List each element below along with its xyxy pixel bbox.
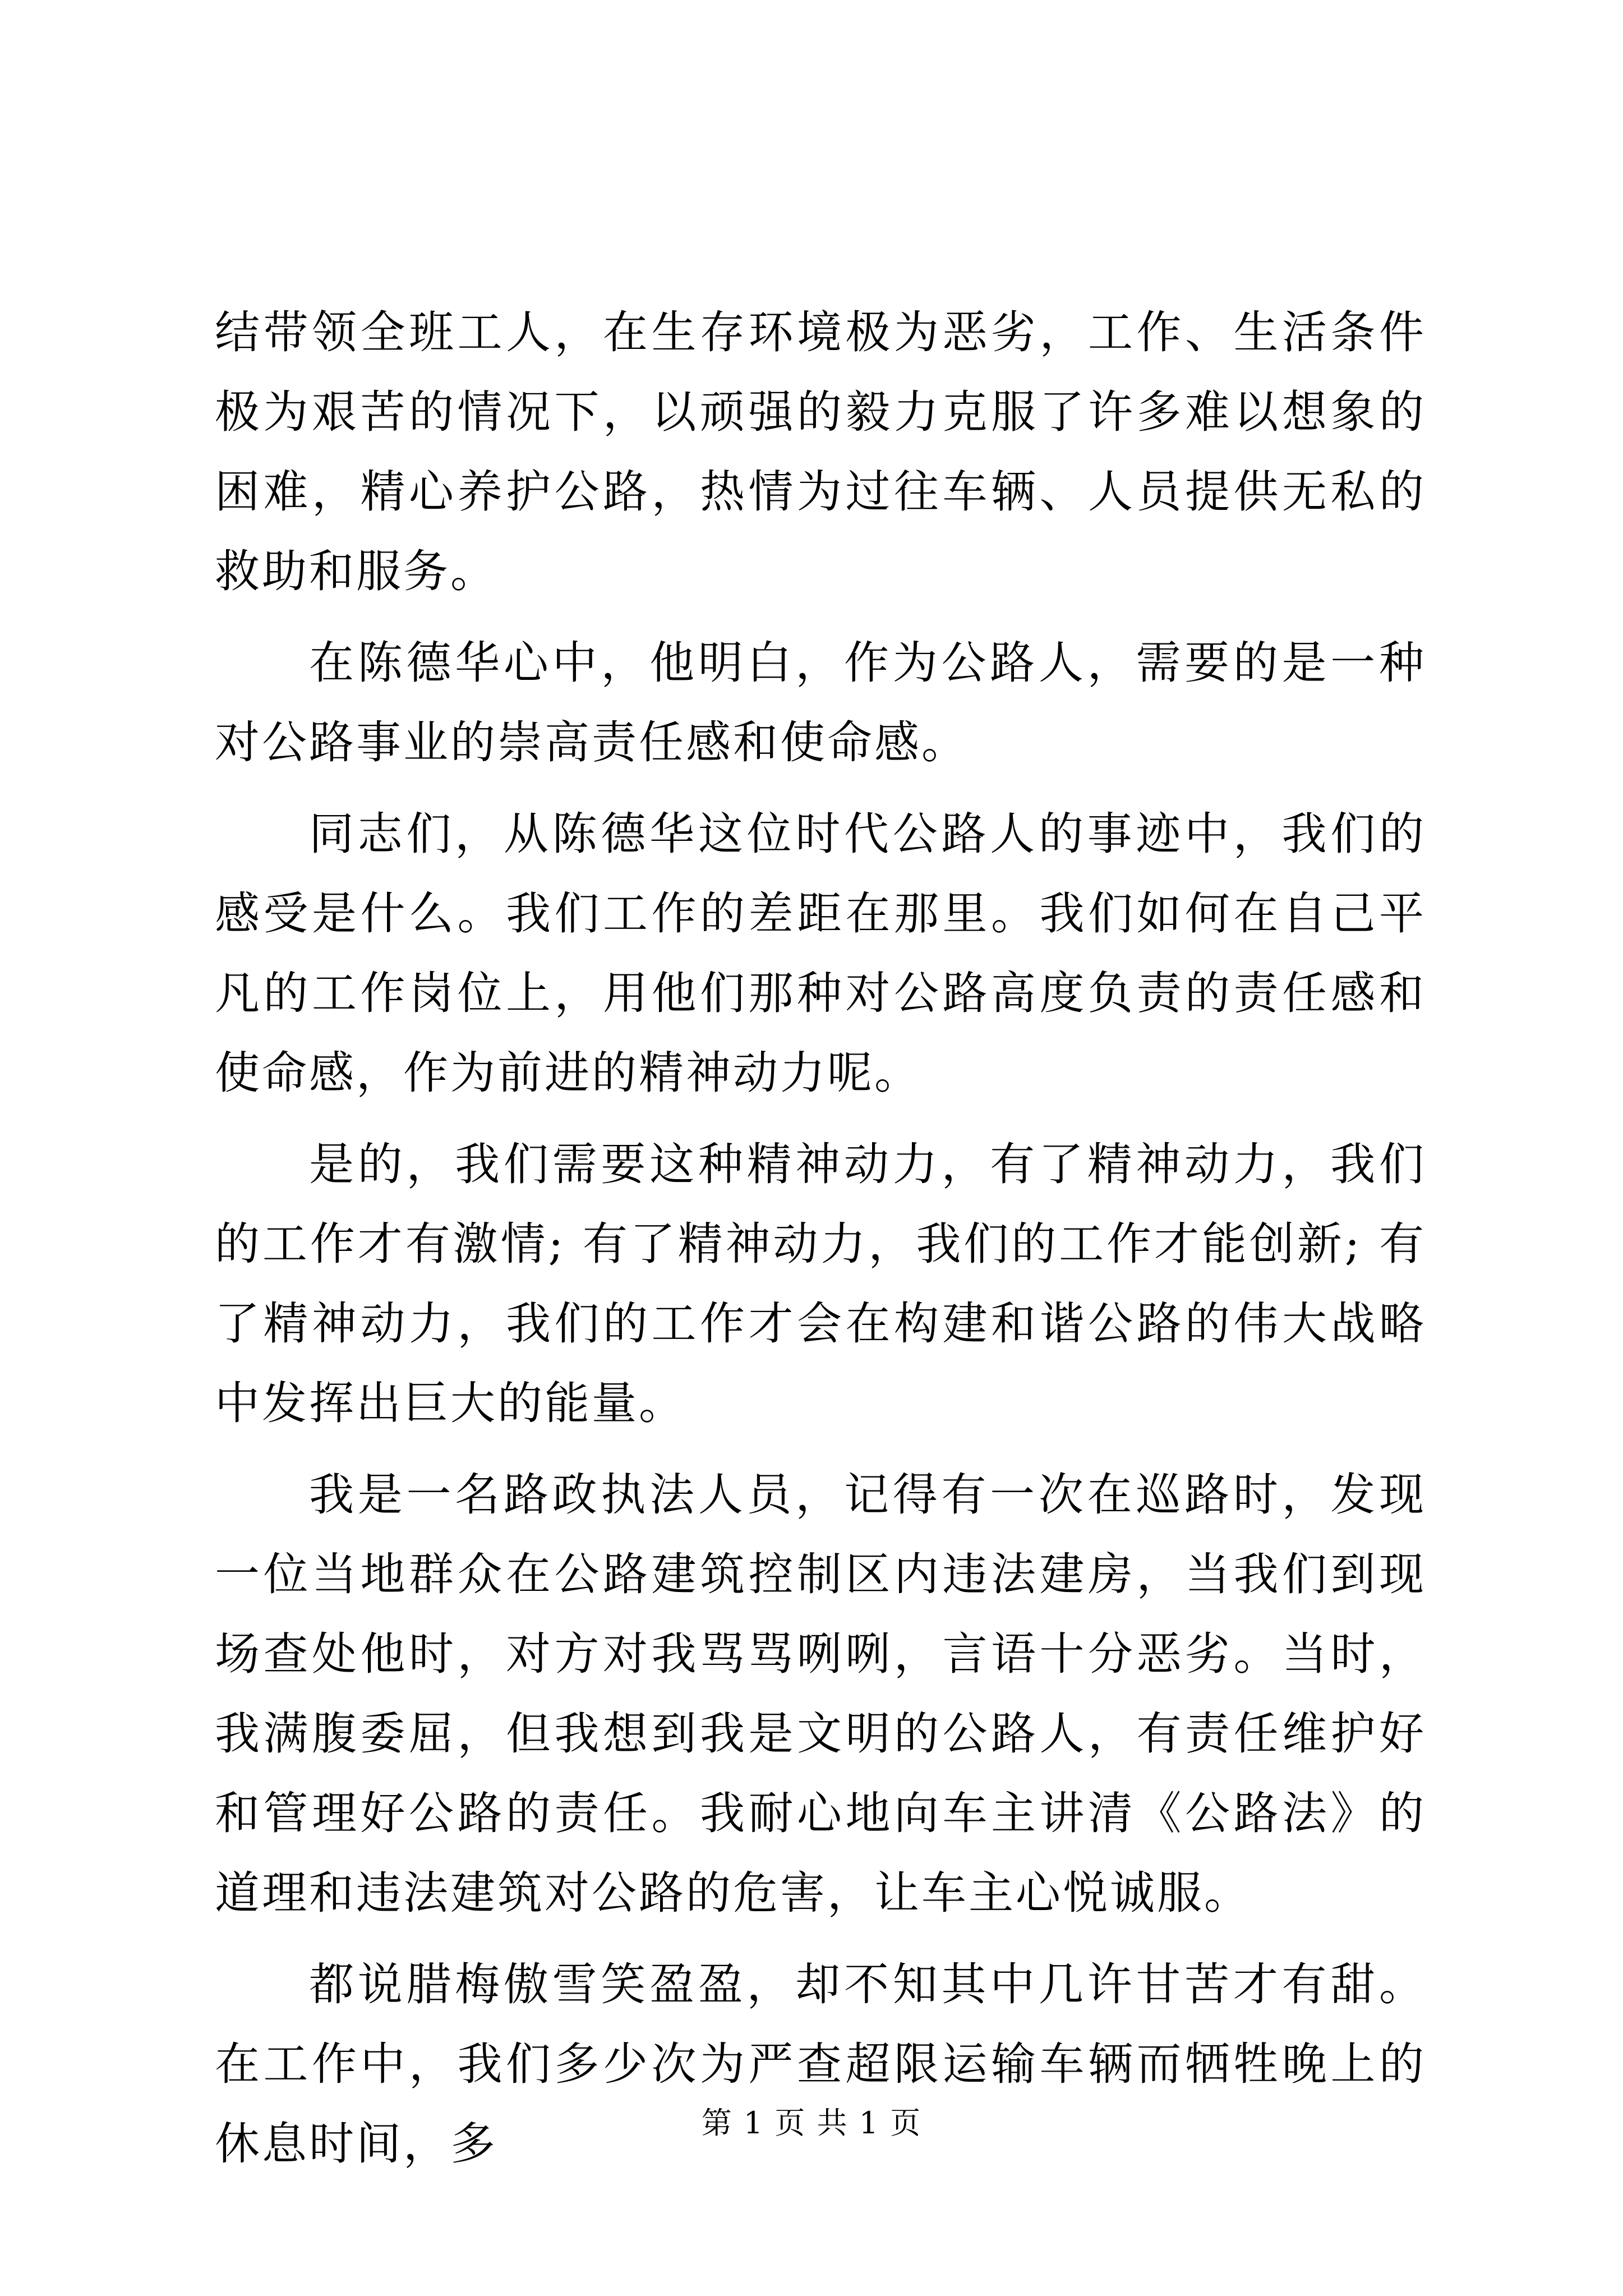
paragraph-2: 在陈德华心中，他明白，作为公路人，需要的是一种对公路事业的崇高责任感和使命感。 — [215, 637, 1426, 769]
paragraph-6: 都说腊梅傲雪笑盈盈，却不知其中几许甘苦才有甜。在工作中，我们多少次为严查超限运输车辆而牺牲晚上的休息时间，多 — [215, 1958, 1426, 2170]
document-body — [215, 293, 1426, 2196]
page-number-footer: 第 1 页 共 1 页 — [701, 2105, 922, 2141]
paragraph-1: 结带领全班工人，在生存环境极为恶劣，工作、生活条件极为艰苦的情况下，以顽强的毅力克服了许多难以想象的困难，精心养护公路，热情为过往车辆、人员提供无私的救助和服务。 — [215, 306, 1426, 597]
paragraph-4: 是的，我们需要这种精神动力，有了精神动力，我们的工作才有激情; 有了精神动力，我们的工作才能创新; 有了精神动力，我们的工作才会在构建和谐公路的伟大战略中发挥出巨大的能量。 — [215, 1138, 1426, 1429]
paragraph-5: 我是一名路政执法人员，记得有一次在巡路时，发现一位当地群众在公路建筑控制区内违法建房，当我们到现场查处他时，对方对我骂骂咧咧，言语十分恶劣。当时，我满腹委屈，但我想到我是文明的公路人，有责任维护好和管理好公路的责任。我耐心地向车主讲清《公路法》的道理和违法建筑对公路的危害，让车主心悦诚服。 — [215, 1469, 1426, 1919]
paragraph-3: 同志们，从陈德华这位时代公路人的事迹中，我们的感受是什么。我们工作的差距在那里。我们如何在自己平凡的工作岗位上，用他们那种对公路高度负责的责任感和使命感，作为前进的精神动力呢。 — [215, 808, 1426, 1099]
